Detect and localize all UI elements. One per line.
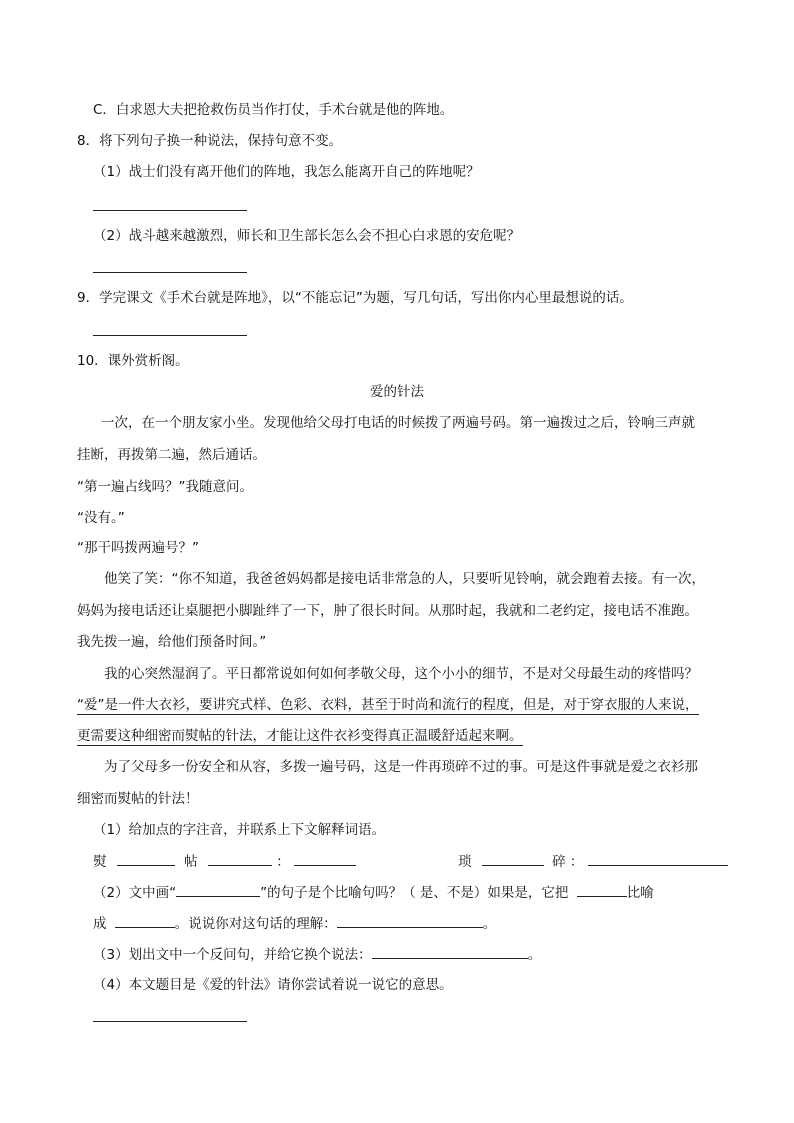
paragraph-3-line-1: 我的心突然湿润了。平日都常说如何如何孝敬父母，这个小小的细节，不是对父母最生动的疼惜吗？ [104, 666, 698, 682]
sub-question-2-text-d: 成 [93, 916, 107, 932]
sub-question-1: （1）给加点的字注音，并联系上下文解释词语。 [93, 822, 386, 838]
char-sui: 碎 [552, 854, 566, 870]
blank-compare-object[interactable] [115, 913, 175, 928]
blank-rewrite[interactable] [372, 944, 528, 959]
blank-compare-subject[interactable] [577, 882, 627, 897]
char-suo: 琐 [458, 854, 472, 870]
colon-2: ： [569, 854, 584, 870]
sub-question-2-line-1 [93, 882, 654, 903]
char-yun: 熨 [93, 854, 107, 870]
q9-stem: 9．学完课文《手术台就是阵地》，以“不能忘记”为题，写几句话，写出你内心里最想说的话。 [77, 290, 633, 306]
q8-answer-line-1[interactable] [93, 210, 247, 211]
dialogue-3: “那干吗拨两遍号？” [77, 540, 199, 556]
underlined-metaphor-part-2: 更需要这种细密而熨帖的针法，才能让这件衣衫变得真正温暖舒适起来啊。 [77, 728, 523, 744]
blank-suo-pinyin[interactable] [482, 851, 544, 866]
sub-question-3-end: 。 [527, 947, 542, 963]
sub-question-2-text-a: （2）文中画“ [93, 885, 177, 901]
paragraph-3-line-2 [77, 695, 699, 715]
underline-sample [176, 882, 260, 897]
paragraph-3-line-3 [77, 726, 523, 746]
paragraph-1-line-2: 挂断，再拨第二遍，然后通话。 [77, 447, 266, 463]
paragraph-4-line-2: 细密而熨帖的针法！ [77, 791, 199, 807]
q8-stem: 8．将下列句子换一种说法，保持句意不变。 [77, 133, 343, 149]
sub-question-1-fill-line [93, 851, 356, 872]
sub-question-4-answer-line[interactable] [93, 1021, 247, 1022]
q8-answer-line-2[interactable] [93, 272, 247, 273]
paragraph-4-line-1: 为了父母多一份安全和从容，多拨一遍号码，这是一件再琐碎不过的事。可是这件事就是爱之衣衫那 [104, 759, 698, 775]
blank-yuntie-meaning[interactable] [294, 851, 356, 866]
sub-question-2-text-f: 。 [482, 916, 497, 932]
sub-question-4: （4）本文题目是《爱的针法》请你尝试着说一说它的意思。 [93, 977, 453, 993]
q7-option-c: C．白求恩大夫把抢救伤员当作打仗，手术台就是他的阵地。 [93, 102, 454, 118]
blank-tie-pinyin[interactable] [208, 851, 272, 866]
blank-suosui-meaning[interactable] [588, 851, 728, 866]
q8-sentence-1: （1）战士们没有离开他们的阵地，我怎么能离开自己的阵地呢？ [93, 164, 480, 180]
sub-question-3 [93, 944, 541, 965]
paragraph-2-line-1: 他笑了笑：“你不知道，我爸爸妈妈都是接电话非常急的人，只要听见铃响，就会跑着去接。有一次， [104, 571, 705, 587]
sub-question-2-text-b: ”的句子是个比喻句吗？（ 是、不是）如果是，它把 [260, 885, 569, 901]
colon-1: ： [276, 854, 290, 870]
paragraph-2-line-3: 我先拨一遍，给他们预备时间。” [77, 634, 267, 650]
paragraph-2-line-2: 妈妈为接电话还让桌腿把小脚趾绊了一下，肿了很长时间。从那时起，我就和二老约定，接电话不准跑。 [77, 603, 698, 619]
q9-answer-line[interactable] [93, 335, 247, 336]
char-tie: 帖 [184, 854, 198, 870]
q10-stem: 10．课外赏析阁。 [77, 353, 189, 369]
passage-title: 爱的针法 [370, 384, 424, 400]
sub-question-2-line-2 [93, 913, 496, 934]
dialogue-2: “没有。” [77, 510, 125, 526]
paragraph-1-line-1: 一次，在一个朋友家小坐。发现他给父母打电话的时候拨了两遍号码。第一遍拨过之后，铃响三声就 [101, 415, 695, 431]
sub-question-3-text: （3）划出文中一个反问句，并给它换个说法： [93, 947, 372, 963]
sub-question-2-text-c: 比喻 [626, 885, 654, 901]
dialogue-1: “第一遍占线吗？”我随意问。 [77, 479, 253, 495]
q8-sentence-2: （2）战斗越来越激烈，师长和卫生部长怎么会不担心白求恩的安危呢？ [93, 228, 521, 244]
blank-yun-pinyin[interactable] [117, 851, 175, 866]
underlined-metaphor-part-1: “爱”是一件大衣衫，要讲究式样、色彩、衣料，甚至于时尚和流行的程度，但是，对于穿衣服的人来说， [77, 697, 699, 713]
sub-question-1-fill-line-2 [458, 851, 728, 872]
sub-question-2-text-e: 。说说你对这句话的理解： [174, 916, 337, 932]
blank-understanding[interactable] [337, 913, 483, 928]
